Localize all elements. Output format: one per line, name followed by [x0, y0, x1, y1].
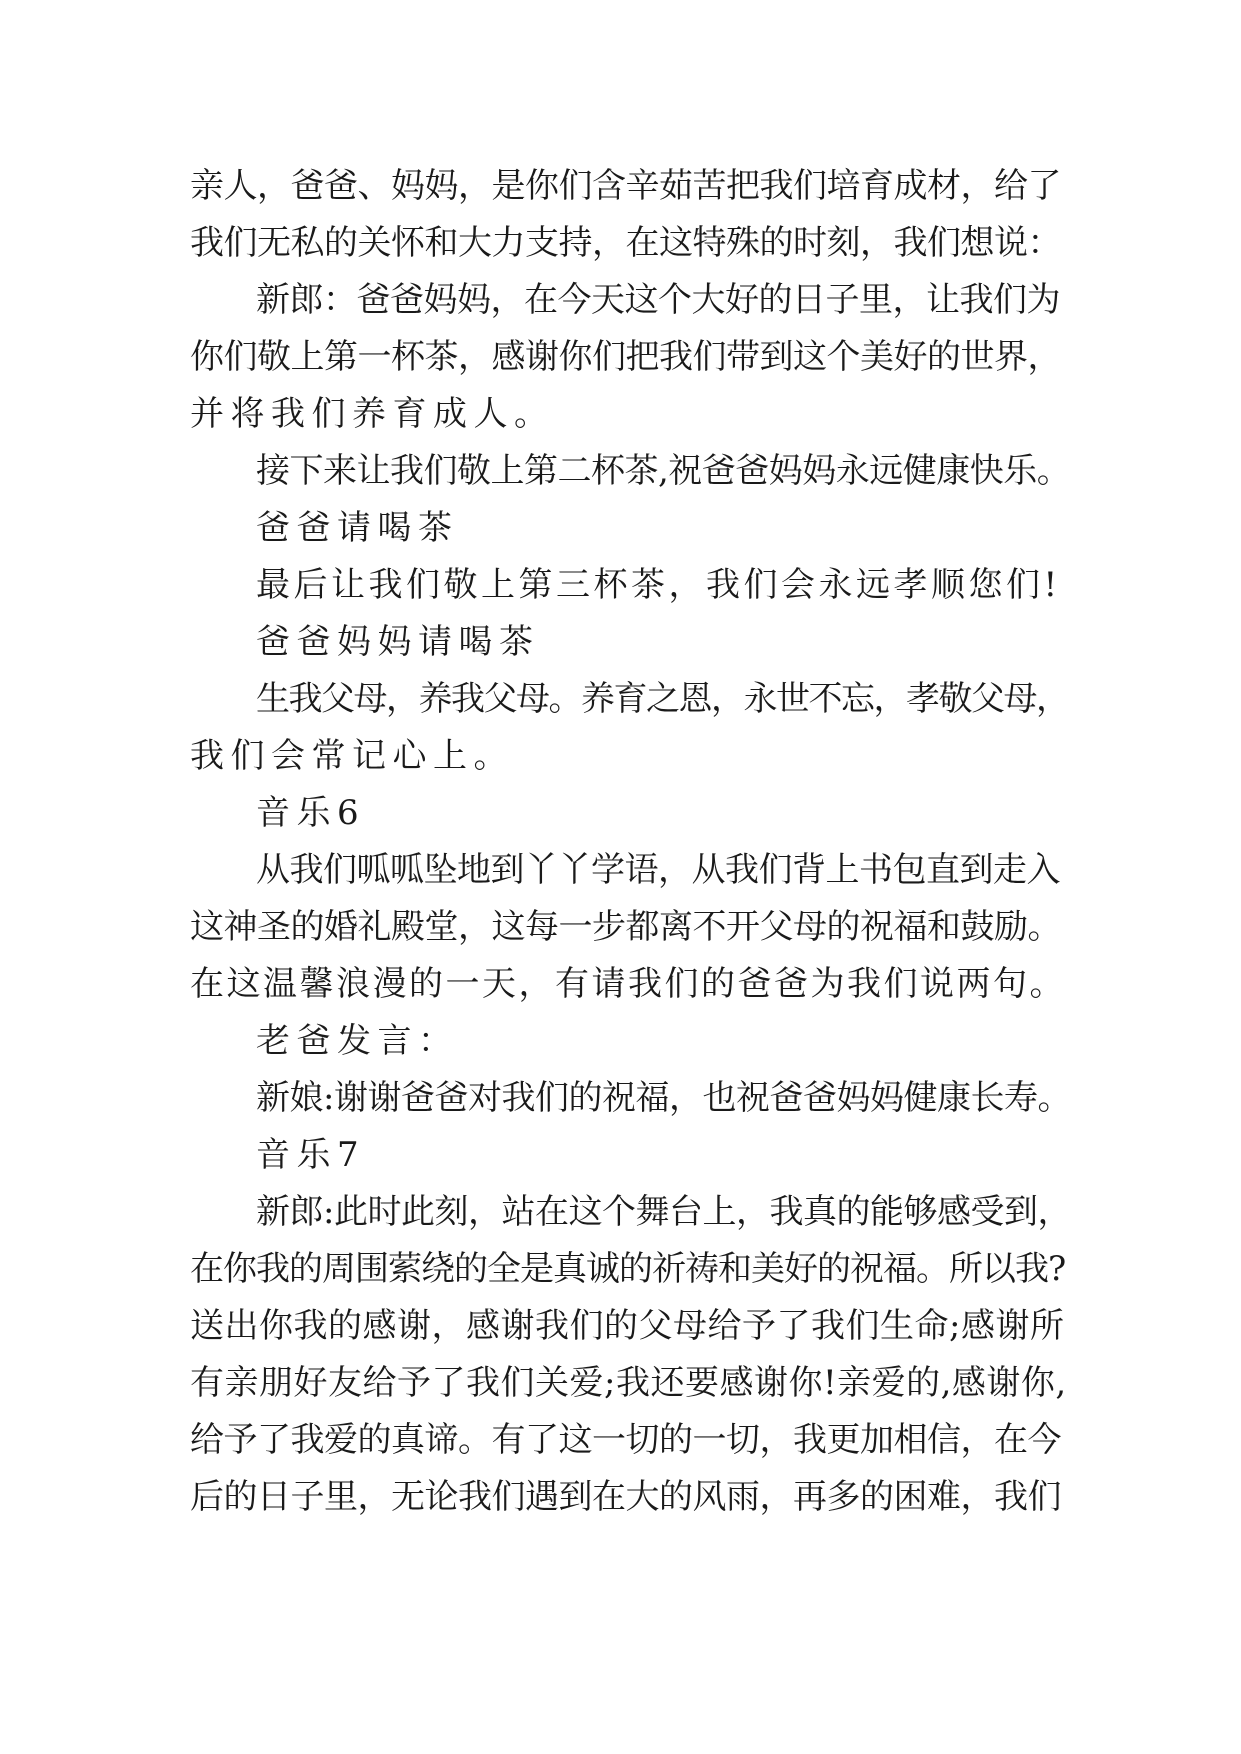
text-line: 新娘:谢谢爸爸对我们的祝福，也祝爸爸妈妈健康长寿。 — [256, 1078, 1071, 1118]
text-line: 我们无私的关怀和大力支持，在这特殊的时刻，我们想说： — [190, 223, 1061, 263]
text-line: 接下来让我们敬上第二杯茶,祝爸爸妈妈永远健康快乐。 — [256, 451, 1071, 491]
text-line: 老爸发言： — [256, 1021, 459, 1061]
text-line: 你们敬上第一杯茶，感谢你们把我们带到这个美好的世界， — [190, 337, 1061, 377]
text-line: 最后让我们敬上第三杯茶，我们会永远孝顺您们! — [256, 565, 1061, 605]
text-line: 爸爸请喝茶 — [256, 508, 459, 548]
text-line: 从我们呱呱坠地到丫丫学语，从我们背上书包直到走入 — [256, 850, 1060, 890]
text-line: 后的日子里，无论我们遇到在大的风雨，再多的困难，我们 — [190, 1477, 1061, 1517]
text-line: 亲人，爸爸、妈妈，是你们含辛茹苦把我们培育成材，给了 — [190, 166, 1061, 206]
text-line: 在你我的周围萦绕的全是真诚的祈祷和美好的祝福。所以我? — [190, 1249, 1066, 1289]
text-line: 送出你我的感谢，感谢我们的父母给予了我们生命;感谢所 — [190, 1306, 1065, 1346]
text-line: 这神圣的婚礼殿堂，这每一步都离不开父母的祝福和鼓励。 — [190, 907, 1061, 947]
text-line: 爸爸妈妈请喝茶 — [256, 622, 540, 662]
text-line: 我们会常记心上。 — [190, 736, 514, 776]
text-line: 音乐7 — [256, 1135, 366, 1175]
text-line: 给予了我爱的真谛。有了这一切的一切，我更加相信，在今 — [190, 1420, 1061, 1460]
text-line: 新郎：爸爸妈妈，在今天这个大好的日子里，让我们为 — [256, 280, 1060, 320]
text-line: 音乐6 — [256, 793, 366, 833]
text-line: 新郎:此时此刻，站在这个舞台上，我真的能够感受到， — [256, 1192, 1071, 1232]
text-line: 有亲朋好友给予了我们关爱;我还要感谢你!亲爱的,感谢你, — [190, 1363, 1067, 1403]
text-line: 生我父母，养我父母。养育之恩，永世不忘，孝敬父母， — [256, 679, 1069, 719]
text-line: 并将我们养育成人。 — [190, 394, 555, 434]
text-line: 在这温馨浪漫的一天，有请我们的爸爸为我们说两句。 — [190, 964, 1066, 1004]
